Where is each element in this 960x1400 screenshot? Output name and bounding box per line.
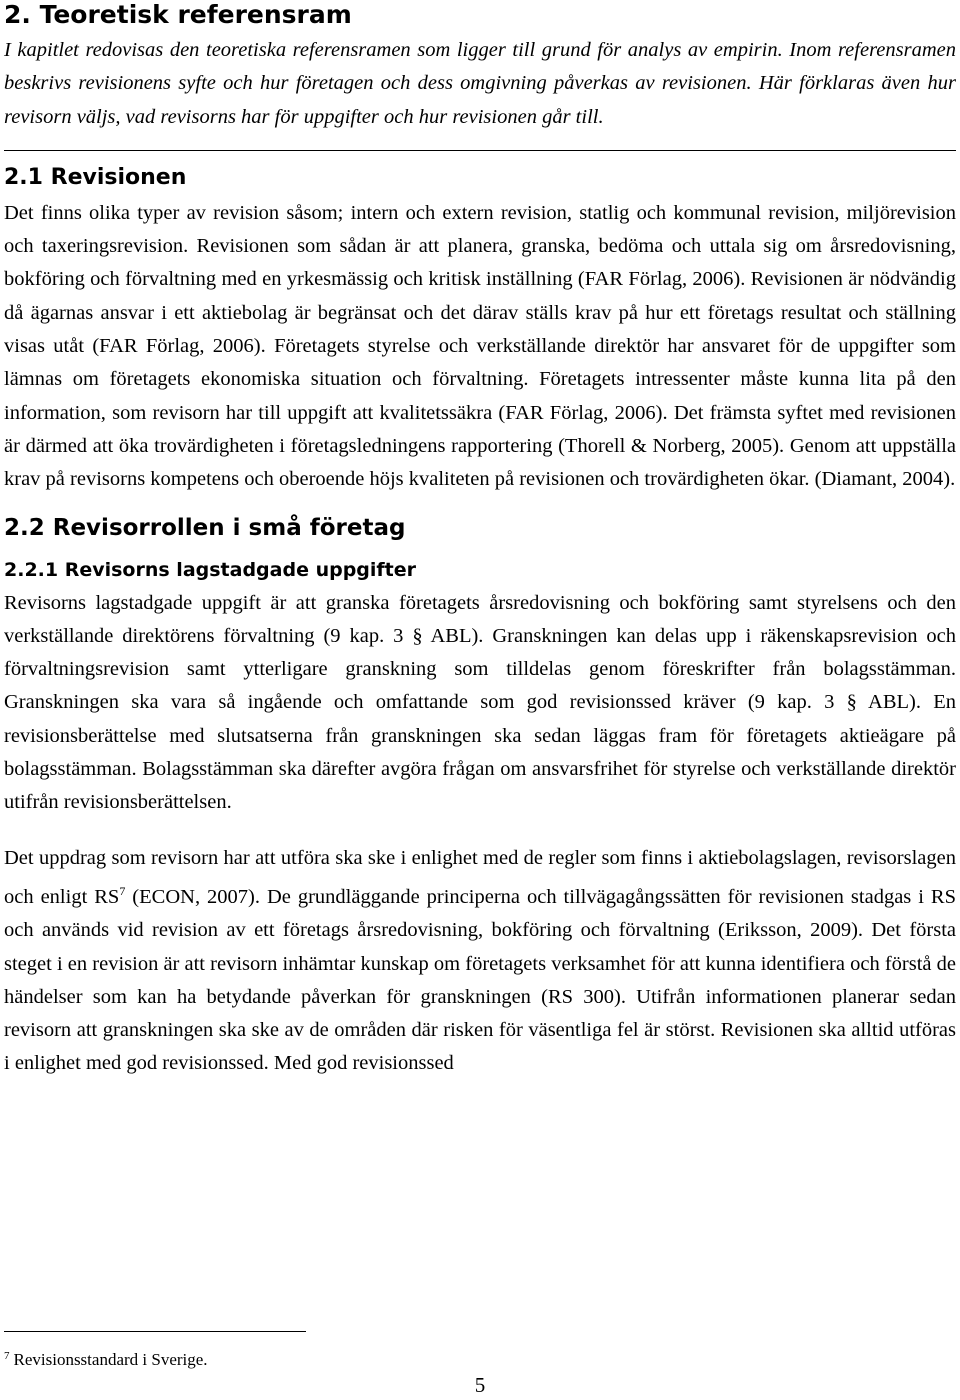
document-page [4, 0, 956, 1081]
footnote-reference[interactable]: 7 [119, 883, 126, 898]
footnote-separator [4, 1331, 306, 1332]
section-2-1-paragraph: Det finns olika typer av revision såsom; intern och extern revision, statlig och kommunal revision, miljörevision och taxeringsrevision. Revisionen som sådan är att planera, granska, bedöma och uttala sig om årsredovisning, bokföring och förvaltning med en yrkesmässig och kritisk inställning (FAR Förlag, 2006). Revisionen är nödvändig då ägarnas ansvar i ett aktiebolag är begränsat och det därav ställs krav på hur ett företags resultat och ställning visas utåt (FAR Förlag, 2006). Företagets styrelse och verkställande direktör har ansvaret för de uppgifter som lämnas om företagets ekonomiska situation och förvaltning. Företagets intressenter måste kunna lita på den information, som revisorn har till uppgift att kvalitetssäkra (FAR Förlag, 2006). Det främsta syftet med revisionen är därmed att öka trovärdigheten i företagsledningens rapportering (Thorell & Norberg, 2005). Genom att uppställa krav på revisorns kompetens och oberoende höjs kvaliteten på revisionen och trovärdigheten ökar. (Diamant, 2004). [4, 201, 956, 491]
page-number: 5 [474, 1373, 486, 1397]
footnote-text: Revisionsstandard i Sverige. [13, 1350, 208, 1369]
subsection-heading-2-2-1: 2.2.1 Revisorns lagstadgade uppgifter [4, 558, 417, 581]
chapter-intro: I kapitlet redovisas den teoretiska referensramen som ligger till grund för analys av empirin. Inom referensramen beskrivs revisionens syfte och hur företagen och dess omgivning påverkas av revisionen. Här förklaras även hur revisorn väljs, vad revisorns har för uppgifter och hur revisionen går till. [4, 39, 956, 128]
paragraph-2-text-after-ref: (ECON, 2007). De grundläggande principerna och tillvägagångssätten för revisionen stadgas i RS och används vid revision av ett företags årsredovisning, bokföring och förvaltning (Eriksson, 2009). Det första steget i en revision är att revisorn inhämtar kunskap om företagets verksamhet för att kunna identifiera och förstå de händelser som kan ha betydande påverkan för granskningen (RS 300). Utifrån informationen planerar sedan revisorn att granskningen ska ske av de områden där risken för väsentliga fel är störst. Revisionen ska alltid utföras i enlighet med god revisionssed. Med god revisionssed [4, 885, 956, 1075]
footnote [4, 1345, 208, 1371]
section-divider [4, 150, 956, 151]
footnote-number: 7 [4, 1350, 10, 1362]
section-heading-2-1: 2.1 Revisionen [4, 164, 187, 190]
subsection-2-2-1-paragraph-1: Revisorns lagstadgade uppgift är att granska företagets årsredovisning och bokföring samt styrelsens och den verkställande direktörens förvaltning (9 kap. 3 § ABL). Granskningen kan delas upp i räkenskapsrevision och förvaltningsrevision samt ytterligare granskning som tilldelas genom föreskrifter från bolagsstämman. Granskningen ska vara så ingående och omfattande som god revisionssed kräver (9 kap. 3 § ABL). En revisionsberättelse med slutsatserna från granskningen ska sedan läggas fram för företagets aktieägare på bolagsstämman. Bolagsstämman ska därefter avgöra frågan om ansvarsfrihet för styrelse och verkställande direktör utifrån revisionsberättelsen. [4, 591, 956, 814]
chapter-heading: 2. Teoretisk referensram [4, 0, 352, 29]
subsection-2-2-1-paragraph-2 [4, 842, 956, 1081]
section-heading-2-2: 2.2 Revisorrollen i små företag [4, 514, 406, 541]
paragraph-2-text-before-ref: Det uppdrag som revisorn har att utföra ska ske i enlighet med de regler som finns i aktiebolagslagen, revisorslagen och enligt RS [4, 846, 956, 908]
